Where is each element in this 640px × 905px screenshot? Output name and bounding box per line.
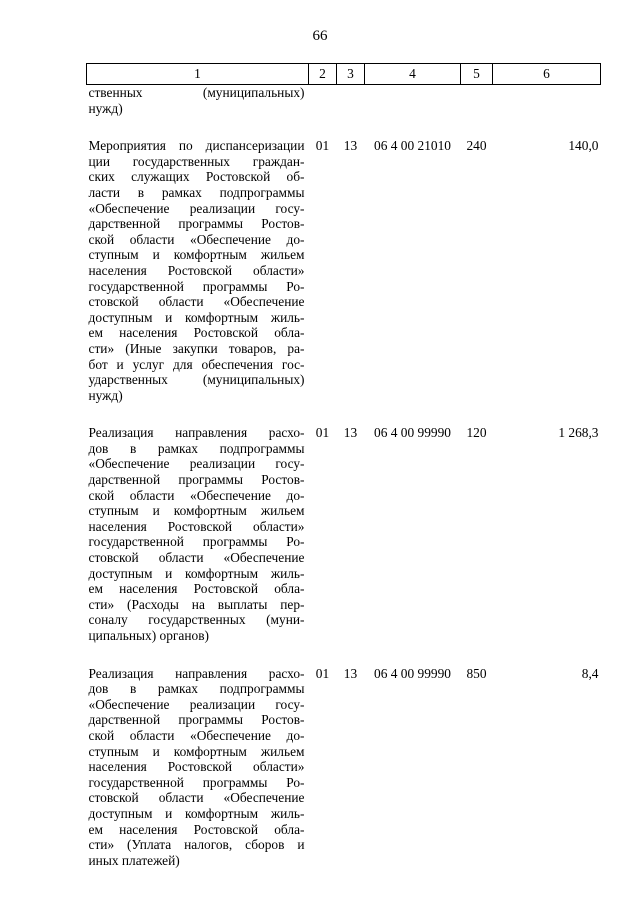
target-article-code: 06 4 00 21010 xyxy=(374,138,451,154)
text-line: ударственных (муниципальных) xyxy=(88,372,305,388)
text-line: ем населения Ростовской обла- xyxy=(88,325,305,341)
header-col-5: 5 xyxy=(461,64,493,85)
subsection-code: 13 xyxy=(343,425,358,441)
budget-table xyxy=(86,63,601,868)
text-line: бот и услуг для обеспечения гос- xyxy=(88,356,305,372)
text-line: ласти в рамках подпрограммы xyxy=(88,184,305,200)
section-code: 01 xyxy=(315,665,330,681)
text-line: ем населения Ростовской обла- xyxy=(88,581,305,597)
text-line: ции государственных граждан- xyxy=(88,153,305,169)
section-code: 01 xyxy=(315,425,330,441)
table-header-row xyxy=(87,64,601,85)
text-line: нужд) xyxy=(88,387,123,403)
expense-type-code: 240 xyxy=(466,138,487,154)
text-line: Мероприятия по диспансеризации xyxy=(88,138,305,154)
text-line: стовской области «Обеспечение xyxy=(88,790,305,806)
text-line: стовской области «Обеспечение xyxy=(88,294,305,310)
text-line: доступным и комфортным жиль- xyxy=(88,309,305,325)
text-line: «Обеспечение реализации госу- xyxy=(88,696,305,712)
header-col-6: 6 xyxy=(493,64,601,85)
text-line: ских служащих Ростовской об- xyxy=(88,169,305,185)
text-line: «Обеспечение реализации госу- xyxy=(88,200,305,216)
text-line: дарственной программы Ростов- xyxy=(88,472,305,488)
expense-type-code: 850 xyxy=(466,665,487,681)
target-article-code: 06 4 00 99990 xyxy=(374,425,451,441)
text-line: населения Ростовской области» xyxy=(88,262,305,278)
subsection-code: 13 xyxy=(343,138,358,154)
table-row xyxy=(87,666,601,869)
text-line: государственной программы Ро- xyxy=(88,534,305,550)
text-line: соналу государственных (муни- xyxy=(88,612,305,628)
text-line: ской области «Обеспечение до- xyxy=(88,487,305,503)
continuation-row xyxy=(87,85,601,117)
header-col-4: 4 xyxy=(365,64,461,85)
text-line: ем населения Ростовской обла- xyxy=(88,821,305,837)
text-line: доступным и комфортным жиль- xyxy=(88,565,305,581)
text-line: ступным и комфортным жильем xyxy=(88,503,305,519)
text-line: ской области «Обеспечение до- xyxy=(88,727,305,743)
header-col-1: 1 xyxy=(87,64,309,85)
text-line: Реализация направления расхо- xyxy=(88,425,305,441)
text-line: дарственной программы Ростов- xyxy=(88,216,305,232)
amount: 8,4 xyxy=(581,665,599,681)
amount: 1 268,3 xyxy=(558,425,599,441)
amount: 140,0 xyxy=(568,138,599,154)
text-line: ступным и комфортным жильем xyxy=(88,743,305,759)
continuation-description xyxy=(87,85,309,117)
text-line: сти» (Иные закупки товаров, ра- xyxy=(88,340,305,356)
text-line: дов в рамках подпрограммы xyxy=(88,440,305,456)
row-description xyxy=(87,666,309,869)
text-line: нужд) xyxy=(88,100,123,116)
section-code: 01 xyxy=(315,138,330,154)
text-line: государственной программы Ро- xyxy=(88,774,305,790)
table-row xyxy=(87,425,601,643)
text-line: ской области «Обеспечение до- xyxy=(88,231,305,247)
text-line: доступным и комфортным жиль- xyxy=(88,805,305,821)
target-article-code: 06 4 00 99990 xyxy=(374,665,451,681)
text-line: Реализация направления расхо- xyxy=(88,665,305,681)
header-col-3: 3 xyxy=(337,64,365,85)
text-line: стовской области «Обеспечение xyxy=(88,550,305,566)
row-description xyxy=(87,425,309,643)
text-line: населения Ростовской области» xyxy=(88,759,305,775)
row-description xyxy=(87,138,309,403)
text-line: «Обеспечение реализации госу- xyxy=(88,456,305,472)
text-line: ципальных) органов) xyxy=(88,628,209,643)
text-line: ственных (муниципальных) xyxy=(88,85,305,100)
text-line: ступным и комфортным жильем xyxy=(88,247,305,263)
text-line: иных платежей) xyxy=(88,852,180,868)
text-line: сти» (Уплата налогов, сборов и xyxy=(88,837,305,853)
page-number: 66 xyxy=(312,28,328,44)
table-row xyxy=(87,138,601,403)
text-line: сти» (Расходы на выплаты пер- xyxy=(88,596,305,612)
text-line: дарственной программы Ростов- xyxy=(88,712,305,728)
text-line: дов в рамках подпрограммы xyxy=(88,681,305,697)
expense-type-code: 120 xyxy=(466,425,487,441)
header-col-2: 2 xyxy=(309,64,337,85)
text-line: населения Ростовской области» xyxy=(88,518,305,534)
subsection-code: 13 xyxy=(343,665,358,681)
text-line: государственной программы Ро- xyxy=(88,278,305,294)
